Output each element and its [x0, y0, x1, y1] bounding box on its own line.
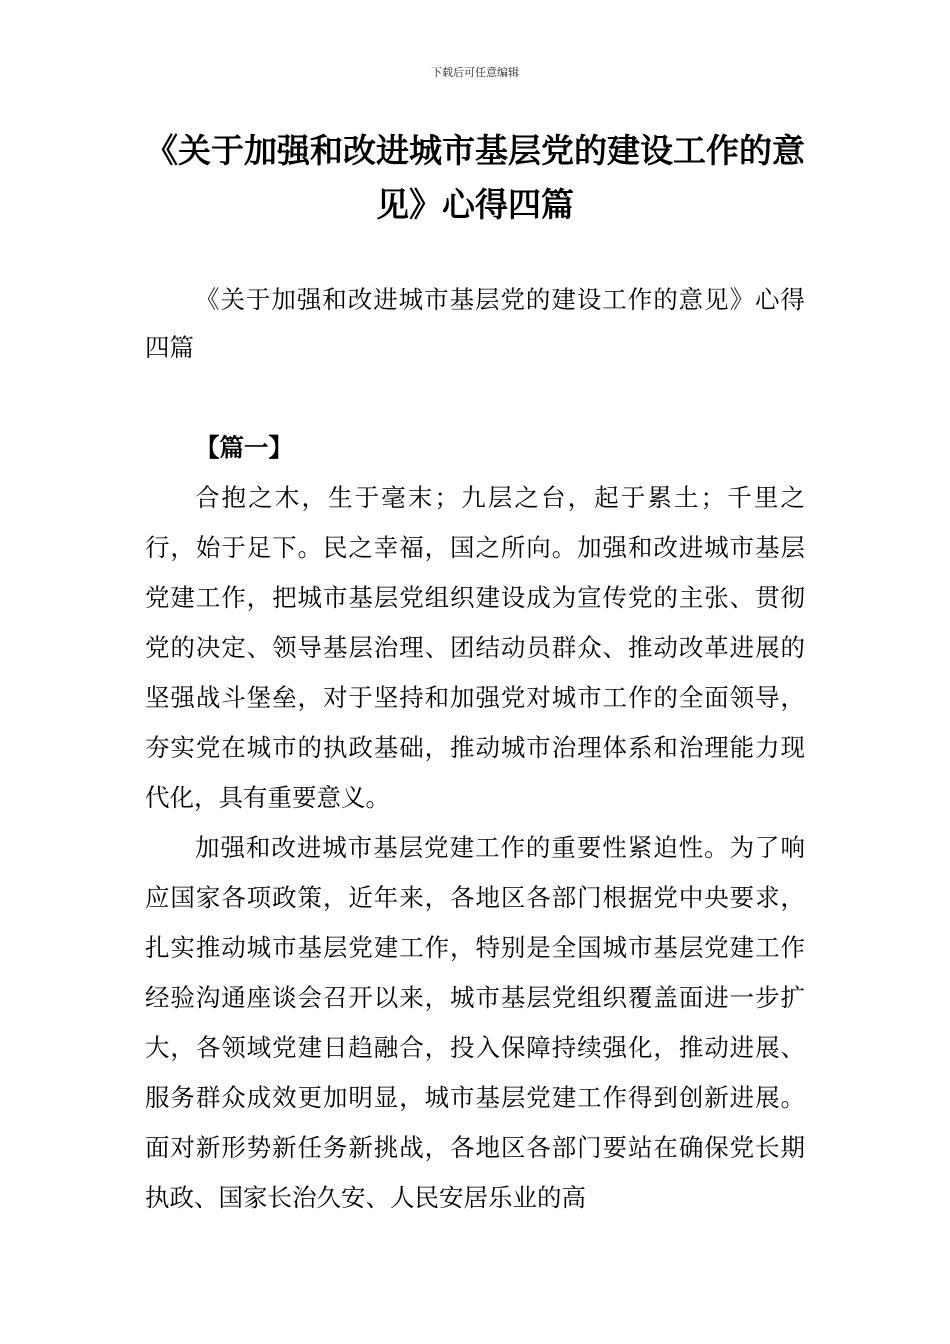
document-title: 《关于加强和改进城市基层党的建设工作的意见》心得四篇 — [145, 131, 805, 224]
body-paragraph-2: 加强和改进城市基层党建工作的重要性紧迫性。为了响应国家各项政策，近年来，各地区各部门根据党中央要求，扎实推动城市基层党建工作，特别是全国城市基层党建工作经验沟通座谈会召开以来，城市基层党组织覆盖面进一步扩大，各领域党建日趋融合，投入保障持续强化，推动进展、服务群众成效更加明显，城市基层党建工作得到创新进展。面对新形势新任务新挑战，各地区各部门要站在确保党长期执政、国家长治久安、人民安居乐业的高 — [145, 833, 805, 1212]
document-subtitle: 《关于加强和改进城市基层党的建设工作的意见》心得四篇 — [145, 285, 805, 362]
header-note: 下载后可任意编辑 — [431, 66, 519, 79]
section-heading: 【篇一】 — [195, 433, 293, 462]
body-paragraph-1: 合抱之木，生于毫末；九层之台，起于累土；千里之行，始于足下。民之幸福，国之所向。加强和改进城市基层党建工作，把城市基层党组织建设成为宣传党的主张、贯彻党的决定、领导基层治理、团结动员群众、推动改革进展的坚强战斗堡垒，对于坚持和加强党对城市工作的全面领导，夯实党在城市的执政基础，推动城市治理体系和治理能力现代化，具有重要意义。 — [145, 483, 805, 812]
